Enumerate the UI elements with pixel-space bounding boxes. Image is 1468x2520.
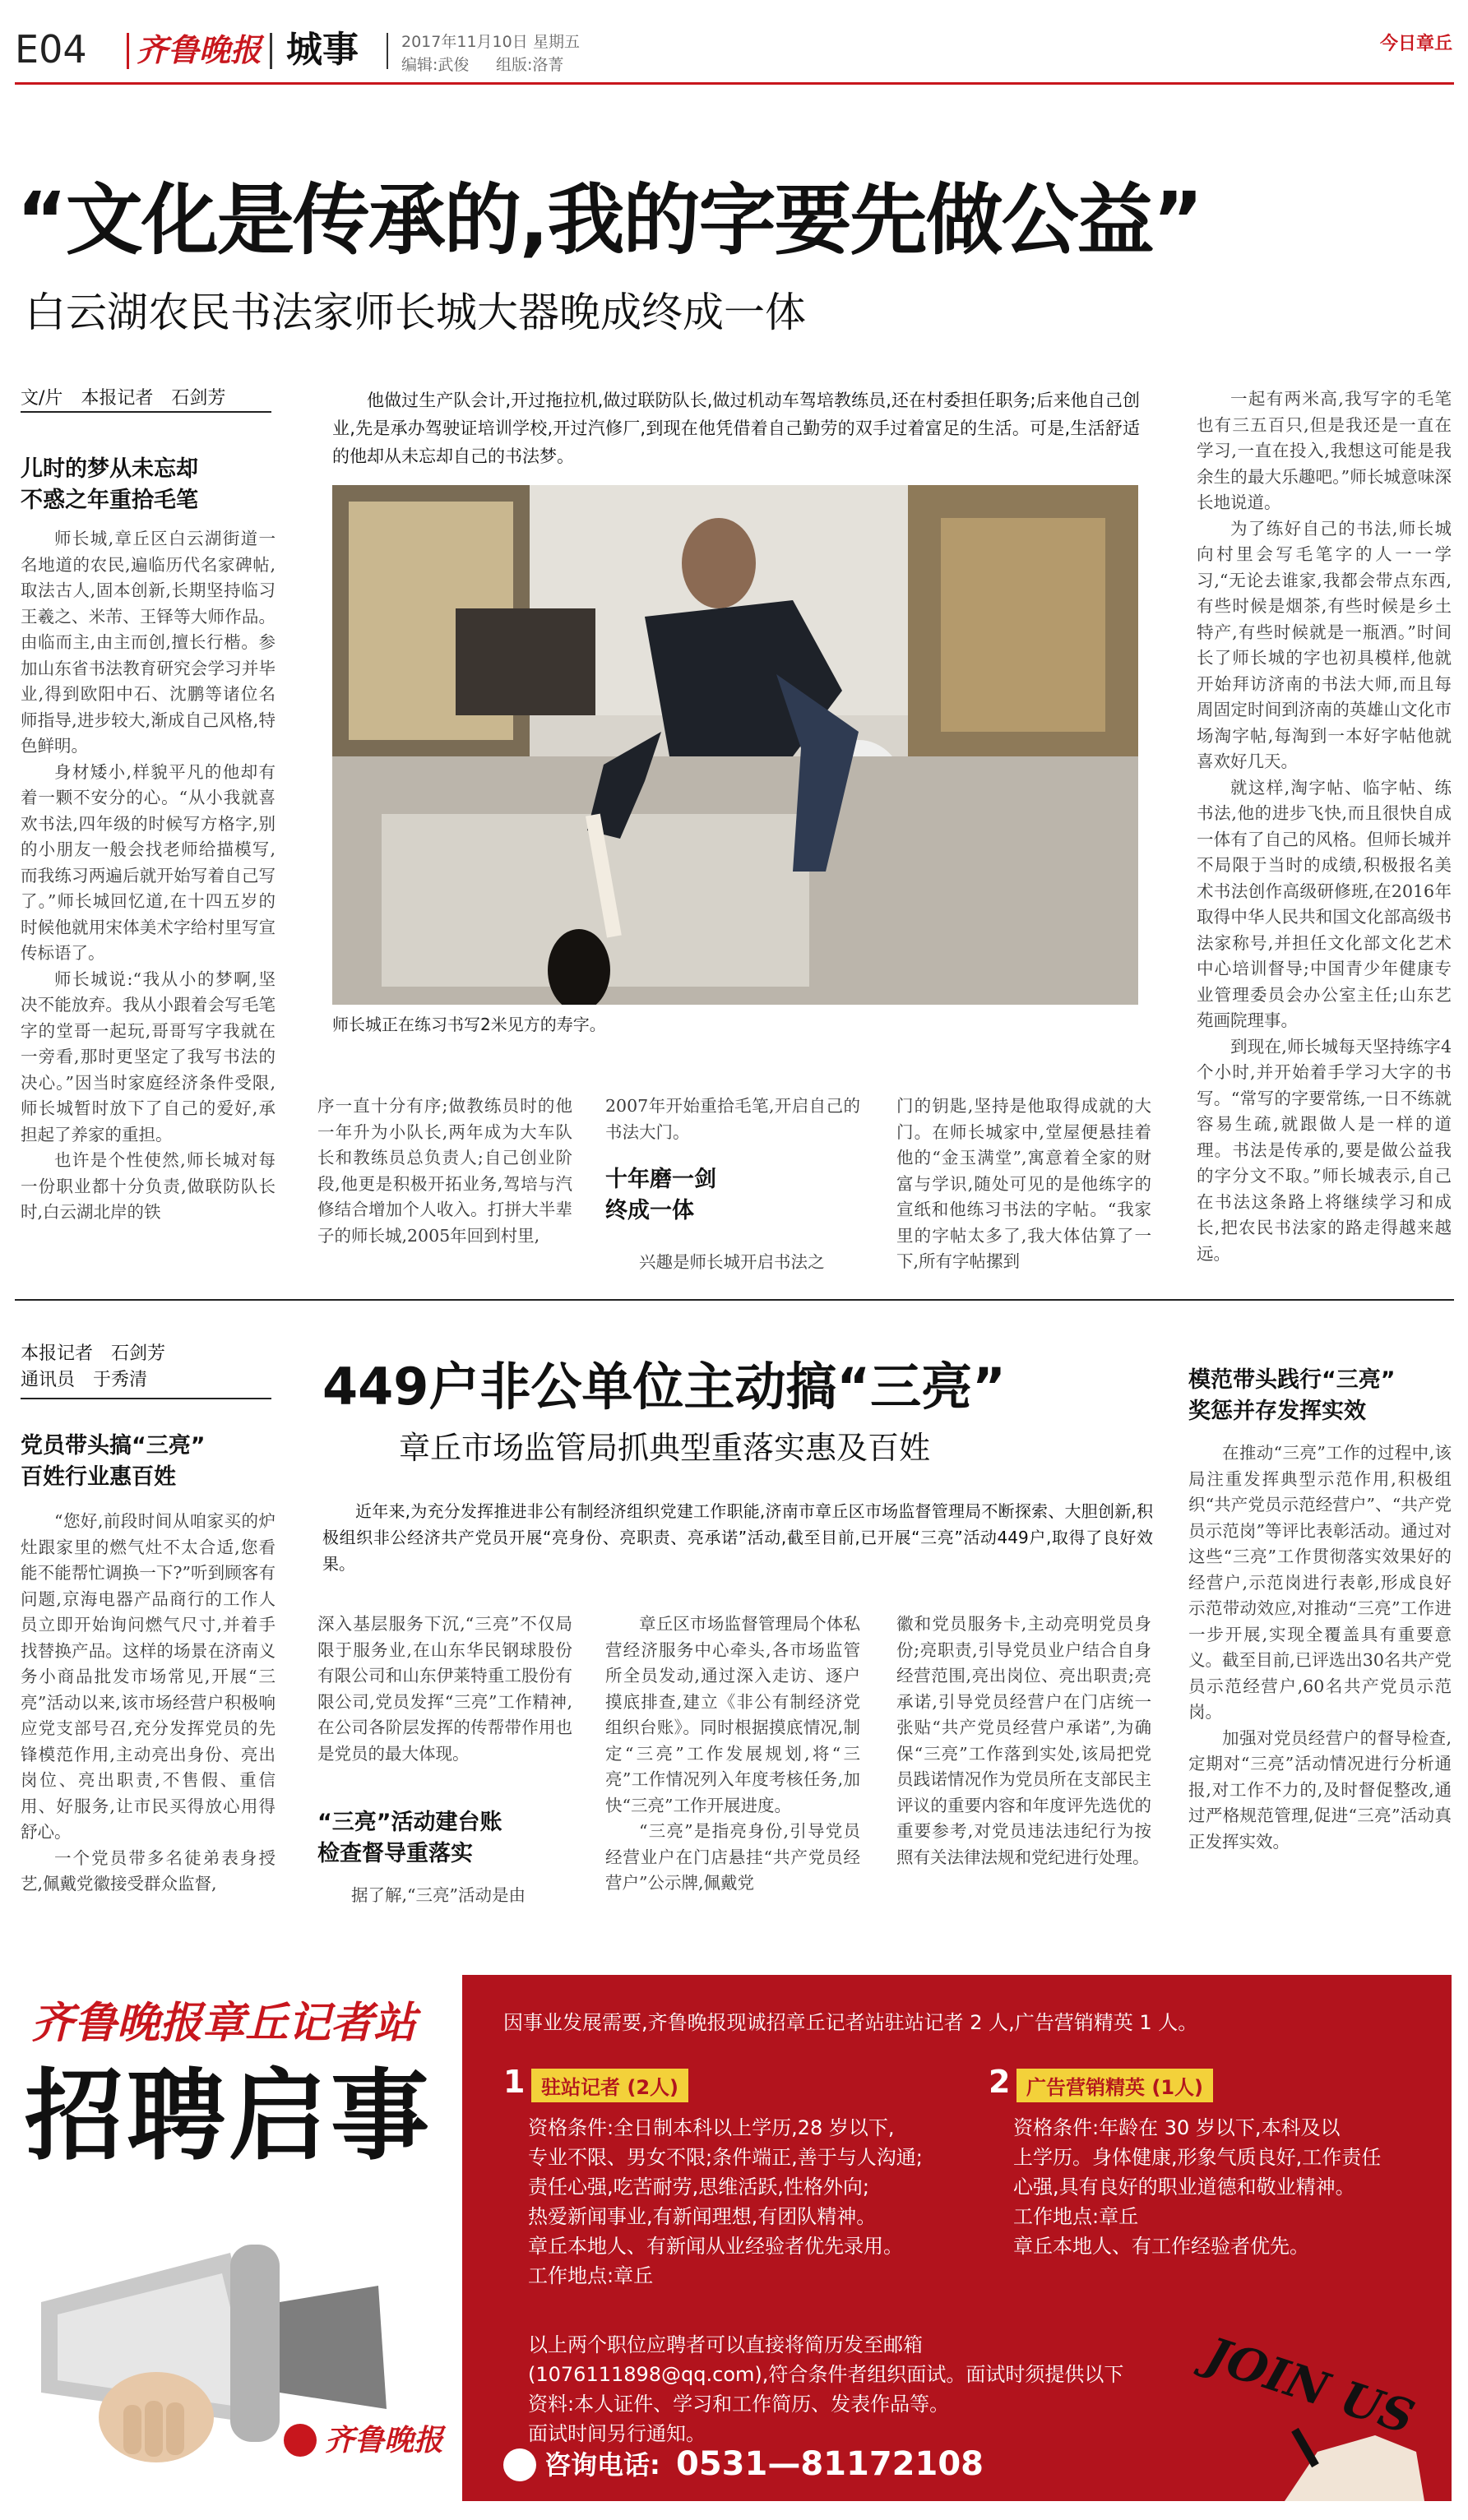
story2-column-3	[605, 1611, 860, 1940]
position-1	[503, 2065, 964, 2312]
story2-subhead-3	[1188, 1365, 1396, 1427]
story2-column-5	[1188, 1440, 1452, 1934]
calligraphy-photo	[332, 485, 1138, 1005]
join-us-text: JOIN US	[1199, 2327, 1421, 2445]
subhead-line: 检查督导重落实	[317, 1841, 473, 1866]
text-line: 工作地点:章丘	[1013, 2205, 1139, 2228]
logo	[284, 2417, 473, 2467]
paragraph: 加强对党员经营户的督导检查,定期对“三亮”活动情况进行分析通报,对工作不力的,及时督促整改,通过严格规范管理,促进“三亮”活动真正发挥实效。	[1188, 1727, 1452, 1852]
story1-column-2: 序一直十分有序;做教练员时的他一年升为小队长,两年成为大车队长和教练员总负责人;自己创业阶段,他更是积极开拓业务,驾培与汽修结合增加个人收入。打拼大半辈子的师长城,2005年回到村里,	[317, 1096, 572, 1246]
phone-number: 0531—81172108	[676, 2445, 984, 2483]
text-line: 面试时间另行通知。	[528, 2422, 706, 2445]
station-title: 齐鲁晚报章丘记者站	[31, 1999, 417, 2048]
phone-label: 咨询电话:	[544, 2449, 660, 2481]
text-line: 资料:本人证件、学习和工作简历、发表作品等。	[528, 2393, 950, 2416]
paragraph: 到现在,师长城每天坚持练字4个小时,并开始着手学习大字的书写。“常写的字要常练,一日不练就容易生疏,就跟做人是一样的道理。书法是传承的,要是做公益我的字分文不取。”师长城表示,自己在书法这条路上将继续学习和成长,把农民书法家的路走得越来越远。	[1197, 1036, 1452, 1264]
paragraph: 章丘区市场监督管理局个体私营经济服务中心牵头,各市场监管所全员发动,通过深入走访、逐户摸底排查,建立《非公有制经济党组织台账》。同时根据摸底情况,制定“三亮”工作发展规划,将“三亮”工作情况列入年度考核任务,加快“三亮”工作开展进度。	[605, 1614, 860, 1815]
editor: 编辑:武俊	[401, 56, 470, 74]
paragraph: 一个党员带多名徒弟表身授艺,佩戴党徽接受群众监督,	[21, 1847, 276, 1893]
paragraph: “三亮”是指亮身份,引导党员经营业户在门店悬挂“共产党员经营户”公示牌,佩戴党	[605, 1821, 860, 1893]
recruit-intro: 因事业发展需要,齐鲁晚报现诚招章丘记者站驻站记者 2 人,广告营销精英 1 人。	[503, 2011, 1198, 2034]
paragraph: 身材矮小,样貌平凡的他却有着一颗不安分的心。“从小我就喜欢书法,四年级的时候写方格字,别的小朋友一般会找老师给描模写,而我练习两遍后就开始写着自己写了。”师长城回忆道,在十四五岁的时候他就用宋体美术字给村里写宣传标语了。	[21, 761, 276, 963]
masthead	[15, 26, 1462, 76]
text-line: 章丘本地人、有工作经验者优先。	[1013, 2235, 1309, 2258]
recruitment-ad	[0, 1957, 1468, 2520]
writing-hand-illustration	[1252, 2419, 1441, 2501]
paper-name: 齐鲁晚报	[137, 31, 262, 68]
story1-column-1	[21, 526, 276, 1278]
text-line: 工作地点:章丘	[528, 2264, 654, 2287]
text-line: 心强,具有良好的职业道德和敬业精神。	[1013, 2176, 1355, 2199]
story1-byline: 文/片 本报记者 石剑芳	[21, 388, 226, 409]
story2-byline-1: 本报记者 石剑芳	[21, 1343, 166, 1364]
story2-column-4: 徽和党员服务卡,主动亮明党员身份;亮职责,引导党员业户结合自身经营范围,亮出岗位、亮出职责;亮承诺,引导党员经营户在门店统一张贴“共产党员经营户承诺”,为确保“三亮”工作落到实处,该局把党员践诺情况作为党员所在支部民主评议的重要内容和年度评先选优的重要参考,对党员违法违纪行为按照有关法律法规和党纪进行处理。	[896, 1614, 1151, 1867]
logo-text: 齐鲁晚报	[325, 2423, 444, 2458]
paragraph: 为了练好自己的书法,师长城向村里会写毛笔字的人一一学习,“无论去谁家,我都会带点东西,有些时候是烟茶,有些时候是乡土特产,有些时候就是一瓶酒。”时间长了师长城的字也初具模样,他就开始拜访济南的书法大师,而且每周固定时间到济南的英雄山文化市场淘字帖,每淘到一本好字帖他就喜欢好几天。	[1197, 518, 1452, 771]
subhead-line: 奖惩并存发挥实效	[1188, 1399, 1366, 1424]
header-divider	[270, 33, 272, 69]
subhead-line: 不惑之年重拾毛笔	[21, 488, 198, 513]
story1-subheadline: 白云湖农民书法家师长城大器晚成终成一体	[25, 289, 806, 336]
text-line: 资格条件:年龄在 30 岁以下,本科及以	[1013, 2116, 1341, 2139]
position-requirements	[528, 2113, 972, 2291]
story2-lead: 近年来,为充分发挥推进非公有制经济组织党建工作职能,济南市章丘区市场监督管理局不断探索、大胆创新,积极组织非公经济共产党员开展“亮身份、亮职责、亮承诺”活动,截至目前,已开展“三亮”活动449户,取得了良好效果。	[322, 1501, 1153, 1574]
subhead-line: 终成一体	[605, 1198, 694, 1223]
page-number: E04	[15, 27, 87, 72]
subhead-line: 十年磨一剑	[605, 1167, 716, 1192]
hand-icon	[1252, 2419, 1441, 2501]
story2-column-2: 深入基层服务下沉,“三亮”不仅局限于服务业,在山东华民钢球股份有限公司和山东伊莱特重工股份有限公司,党员发挥“三亮”工作精神,在公司各阶层发挥的传帮带作用也是党员的最大体现。	[317, 1614, 572, 1764]
subhead-line: 儿时的梦从未忘却	[21, 456, 198, 482]
story2-column-2b: 据了解,“三亮”活动是由	[351, 1885, 526, 1905]
position-number: 2	[989, 2064, 1011, 2100]
paragraph: 就这样,淘字帖、临字帖、练书法,他的进步飞快,而且很快自成一体有了自己的风格。但师长城并不局限于当时的成绩,积极报名美术书法创作高级研修班,在2016年取得中华人民共和国文化部高级书法家称号,并担任文化部文化艺术中心培训督导;中国青少年健康专业管理委员会办公室主任;山东艺苑画院理事。	[1197, 777, 1452, 1030]
photo-caption: 师长城正在练习书写2米见方的寿字。	[332, 1015, 606, 1034]
story2-headline: 449户非公单位主动搞“三亮”	[322, 1357, 1006, 1417]
story1-column-3: 2007年开始重拾毛笔,开启自己的书法大门。	[605, 1096, 860, 1142]
story2-subhead-2	[317, 1807, 502, 1870]
subhead-line: 模范带头践行“三亮”	[1188, 1367, 1396, 1393]
story2-subheadline: 章丘市场监管局抓典型重落实惠及百姓	[399, 1430, 931, 1466]
paragraph: “您好,前段时间从咱家买的炉灶跟家里的燃气灶不太合适,您看能不能帮忙调换一下?”听到顾客有问题,京海电器产品商行的工作人员立即开始询问燃气尺寸,并着手找替换产品。这样的场景在济南义务小商品批发市场常见,开展“三亮”活动以来,该市场经营户积极响应党支部号召,充分发挥党员的先锋模范作用,主动亮出身份、亮出岗位、亮出职责,不售假、重信用、好服务,让市民买得放心用得舒心。	[21, 1511, 276, 1842]
paragraph: 师长城,章丘区白云湖街道一名地道的农民,遍临历代名家碑帖,取法古人,固本创新,长期坚持临习王羲之、米芾、王铎等大师作品。由临而主,由主而创,擅长行楷。参加山东省书法教育研究会学习并毕业,得到欧阳中石、沈鹏等诸位名师指导,进步较大,渐成自己风格,特色鲜明。	[21, 529, 276, 756]
section-name: 城事	[286, 29, 359, 71]
paragraph: 师长城说:“我从小的梦啊,坚决不能放弃。我从小跟着会写毛笔字的堂哥一起玩,哥哥写字我就在一旁看,那时更坚定了我写书法的决心。”因当时家庭经济条件受限,师长城暂时放下了自己的爱好,承担起了养家的重担。	[21, 969, 276, 1144]
text-line: 以上两个职位应聘者可以直接将简历发至邮箱	[528, 2333, 923, 2356]
text-line: 热爱新闻事业,有新闻理想,有团队精神。	[528, 2205, 877, 2228]
story1-photo	[332, 485, 1138, 1005]
designer: 组版:洛菁	[496, 56, 564, 74]
divider	[21, 1398, 271, 1399]
logo-mark-icon	[284, 2424, 317, 2457]
position-2	[989, 2065, 1449, 2312]
position-number: 1	[503, 2064, 526, 2100]
apply-instructions	[528, 2330, 1202, 2448]
divider	[15, 1299, 1454, 1301]
recruit-panel	[462, 1975, 1452, 2501]
story1-column-3b: 兴趣是师长城开启书法之	[639, 1252, 825, 1272]
paragraph: 也许是个性使然,师长城对每一份职业都十分负责,做联防队长时,白云湖北岸的铁	[21, 1150, 276, 1222]
position-title: 广告营销精英 (1人)	[1016, 2069, 1213, 2102]
text-line: 资格条件:全日制本科以上学历,28 岁以下,	[528, 2116, 895, 2139]
story1-column-4: 门的钥匙,坚持是他取得成就的大门。在师长城家中,堂屋便悬挂着他的“金玉满堂”,寓意着全家的财富与学识,随处可见的是他练字的宣纸和他练习书法的字帖。“我家里的字帖太多了,我大体估算了一下,所有字帖摞到	[896, 1096, 1151, 1271]
story2-byline-2: 通讯员 于秀清	[21, 1370, 148, 1390]
story1-lead: 他做过生产队会计,开过拖拉机,做过联防队长,做过机动车驾培教练员,还在村委担任职务;后来他自己创业,先是承办驾驶证培训学校,开过汽修厂,到现在他凭借着自己勤劳的双手过着富足的生活。可是,生活舒适的他却从未忘却自己的书法梦。	[332, 391, 1140, 466]
text-line: 责任心强,吃苦耐劳,思维活跃,性格外向;	[528, 2176, 869, 2199]
story1-column-5	[1197, 386, 1452, 1278]
subhead-line: “三亮”活动建台账	[317, 1810, 502, 1835]
position-requirements	[1013, 2113, 1441, 2261]
story1-headline: “文化是传承的,我的字要先做公益”	[16, 176, 1202, 266]
text-line: 专业不限、男女不限;条件端正,善于与人沟通;	[528, 2146, 923, 2169]
text-line: 章丘本地人、有新闻从业经验者优先录用。	[528, 2235, 903, 2258]
edition-label: 今日章丘	[1379, 34, 1452, 54]
header-divider	[127, 33, 129, 69]
subhead-line: 党员带头搞“三亮”	[21, 1433, 206, 1459]
paragraph: 一起有两米高,我写字的毛笔也有三五百只,但是我还是一直在学习,一直在投入,我想这可能是我余生的最大乐趣吧。”师长城意味深长地说道。	[1197, 389, 1452, 512]
story2-subhead-1	[21, 1431, 206, 1493]
header-divider	[387, 33, 388, 69]
recruit-big-title: 招聘启事	[25, 2060, 433, 2174]
date: 2017年11月10日	[401, 33, 528, 51]
phone-icon	[503, 2448, 536, 2481]
text-line: 上学历。身体健康,形象气质良好,工作责任	[1013, 2146, 1382, 2169]
weekday: 星期五	[533, 33, 581, 51]
story2-column-1	[21, 1509, 276, 1936]
subhead-line: 百姓行业惠百姓	[21, 1464, 176, 1490]
paragraph: 在推动“三亮”工作的过程中,该局注重发挥典型示范作用,积极组织“共产党员示范经营户”、“共产党员示范岗”等评比表彰活动。通过对这些“三亮”工作贯彻落实效果好的经营户,示范岗进行表彰,形成良好示范带动效应,对推动“三亮”工作进一步开展,实现全覆盖具有重要意义。截至目前,已评选出30名共产党员示范经营户,60名共产党员示范岗。	[1188, 1443, 1452, 1722]
header-rule	[15, 82, 1454, 85]
story1-subhead-1	[21, 454, 198, 516]
story1-subhead-2	[605, 1164, 716, 1227]
position-title: 驻站记者 (2人)	[531, 2069, 688, 2102]
text-line: (1076111898@qq.com),符合条件者组织面试。面试时须提供以下	[528, 2363, 1124, 2386]
